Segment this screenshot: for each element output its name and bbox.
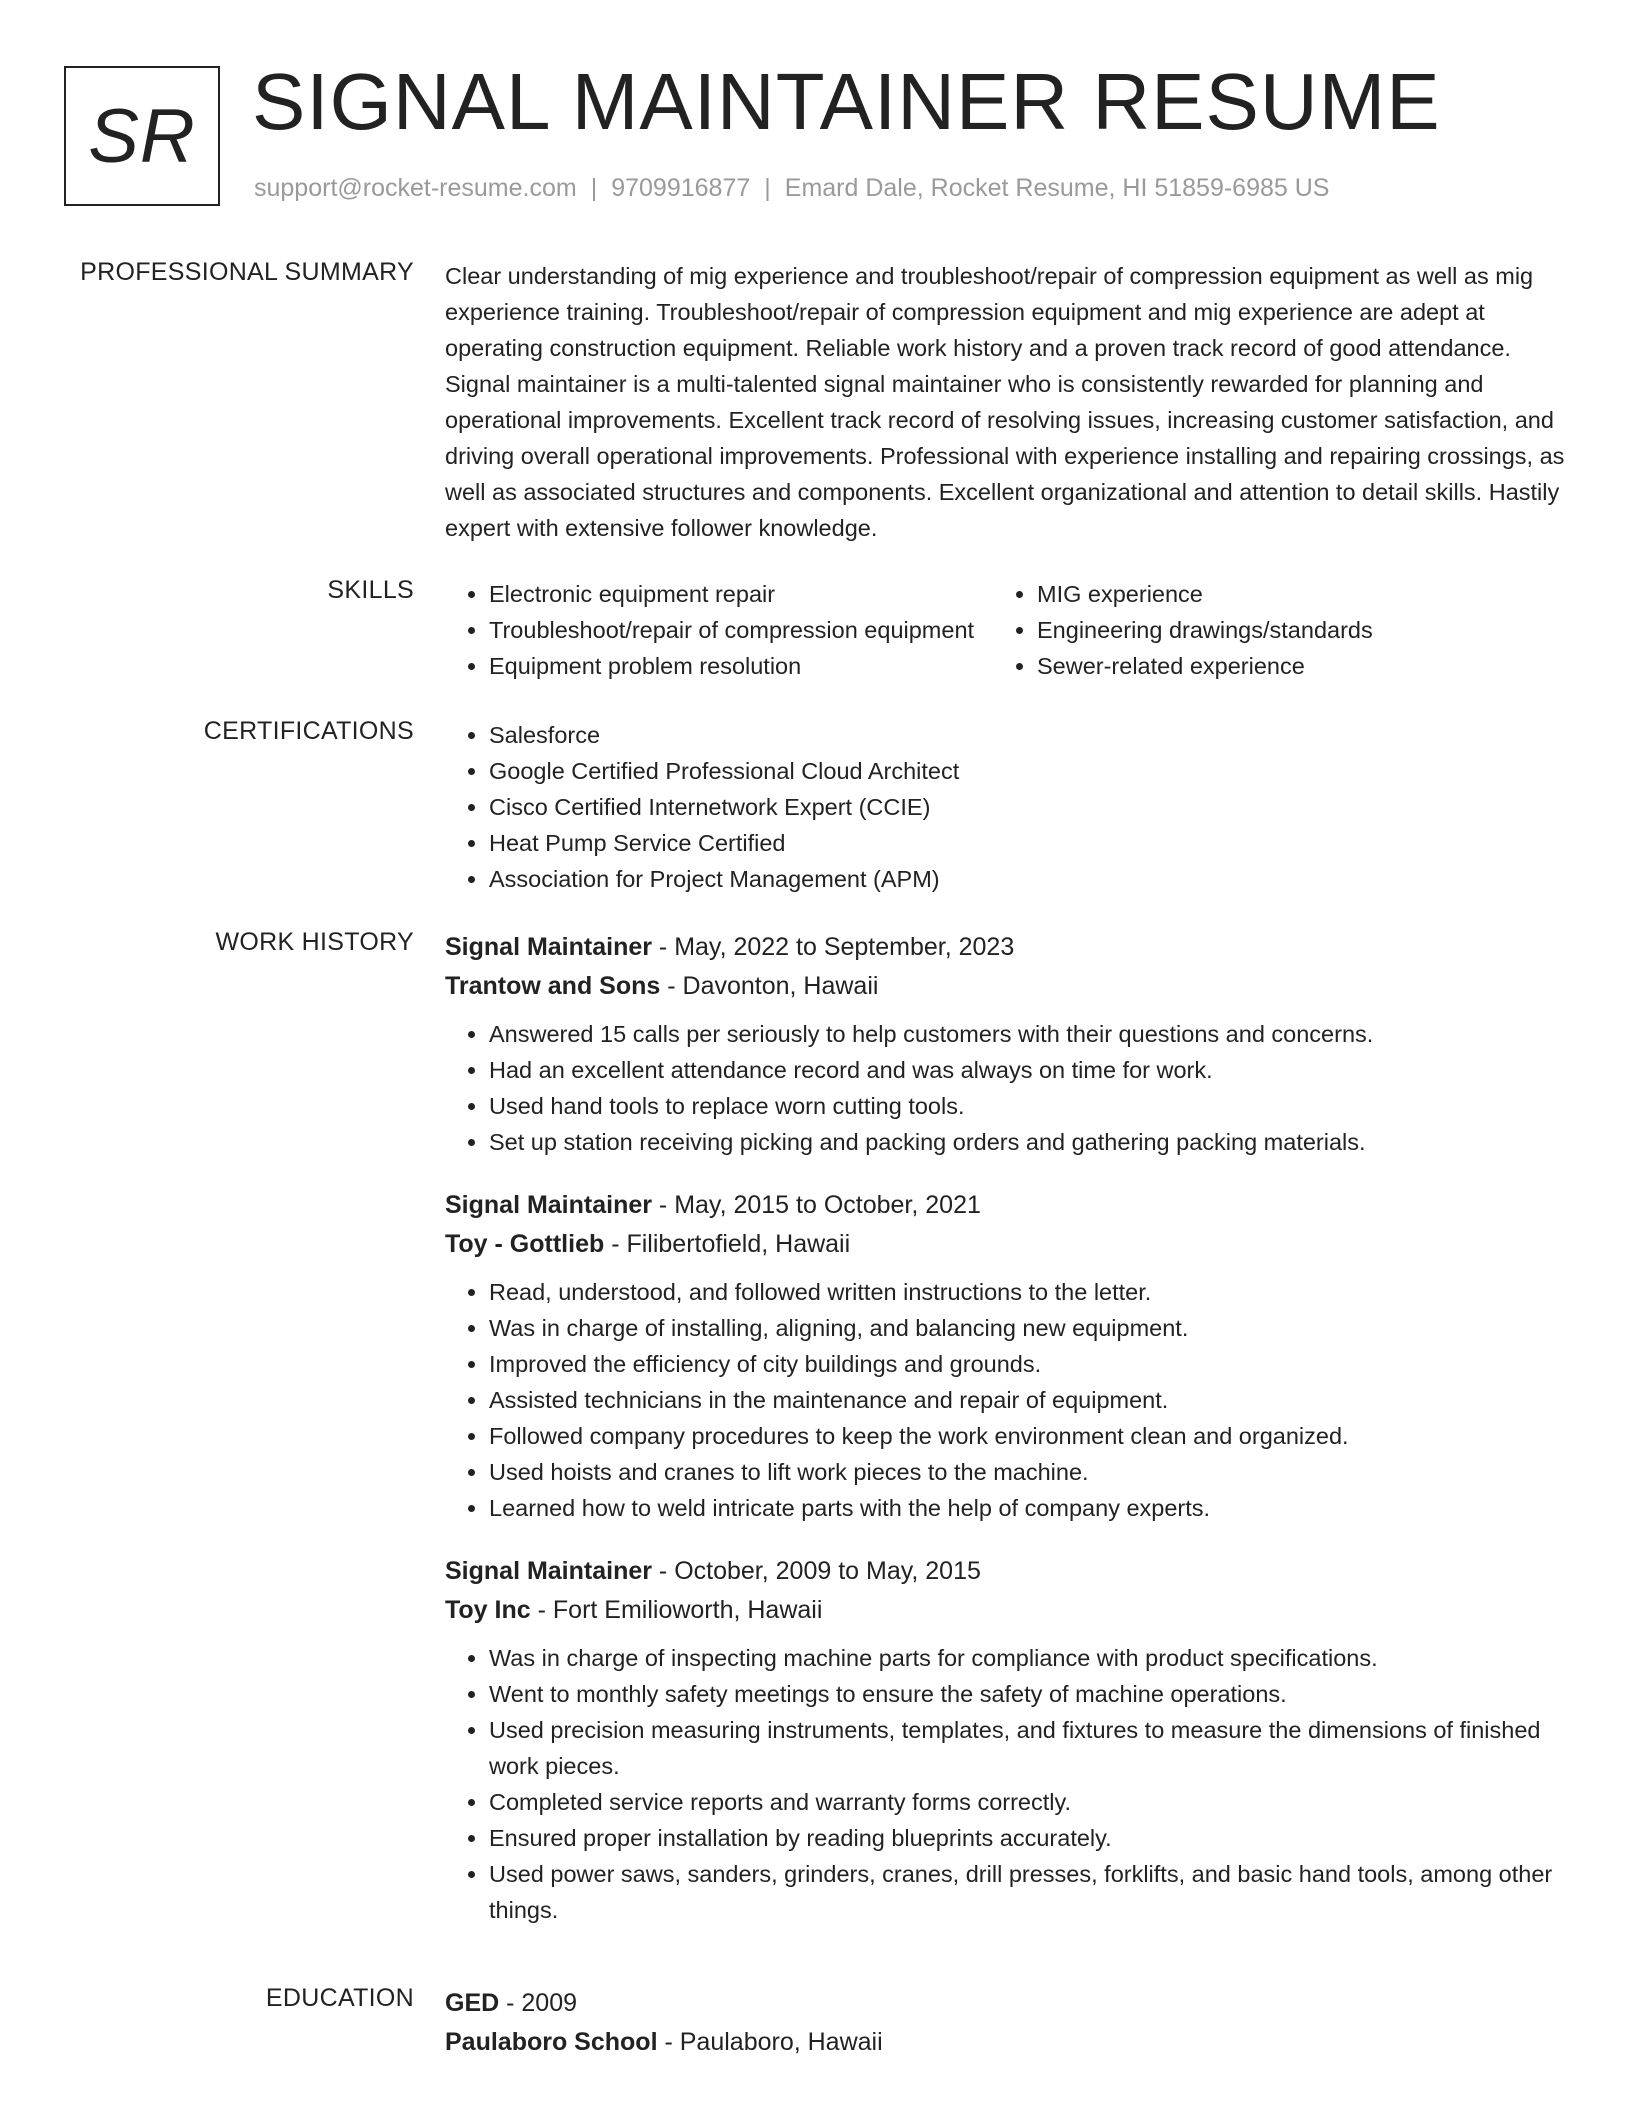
- skill-item: • MIG experience: [1037, 576, 1541, 612]
- skills-grid: [445, 576, 1565, 684]
- job-title: Signal Maintainer: [445, 1557, 652, 1585]
- job-bullet: • Set up station receiving picking and packing orders and gathering packing materials.: [489, 1124, 1565, 1160]
- job-title: Signal Maintainer: [445, 1191, 652, 1219]
- job-bullet: • Followed company procedures to keep the work environment clean and organized.: [489, 1418, 1565, 1454]
- job-bullet: • Used hand tools to replace worn cutting tools.: [489, 1088, 1565, 1124]
- job-location: - Davonton, Hawaii: [660, 972, 879, 1000]
- job-company-line: [445, 1225, 1565, 1264]
- contact-separator: |: [590, 174, 598, 202]
- education-year: - 2009: [499, 1989, 578, 2017]
- job-bullet: • Was in charge of installing, aligning, and balancing new equipment.: [489, 1310, 1565, 1346]
- certifications-content: [445, 717, 1565, 897]
- education-heading: EDUCATION: [265, 1984, 414, 2012]
- education-degree-line: [445, 1984, 1565, 2023]
- work-history-content: [445, 928, 1565, 1954]
- job-location: - Filibertofield, Hawaii: [604, 1230, 851, 1258]
- contact-email[interactable]: support@rocket-resume.com: [254, 174, 577, 202]
- job-company: Toy Inc: [445, 1596, 531, 1624]
- summary-content: [445, 258, 1565, 546]
- job-bullet: • Went to monthly safety meetings to ensure the safety of machine operations.: [489, 1676, 1565, 1712]
- skills-column-left: [445, 576, 993, 684]
- job-location: - Fort Emilioworth, Hawaii: [530, 1596, 823, 1624]
- job-title-line: [445, 1186, 1565, 1225]
- job-bullet: • Used precision measuring instruments, templates, and fixtures to measure the dimensions of finished work pieces.: [489, 1712, 1565, 1784]
- page-title: SIGNAL MAINTAINER RESUME: [252, 57, 1441, 146]
- job-company-line: [445, 967, 1565, 1006]
- job-title-line: [445, 1552, 1565, 1591]
- job-entry: [445, 928, 1565, 1160]
- job-bullet: • Used power saws, sanders, grinders, cranes, drill presses, forklifts, and basic hand tools, among other things.: [489, 1856, 1565, 1928]
- job-dates: - May, 2015 to October, 2021: [651, 1191, 981, 1219]
- certification-item: • Salesforce: [489, 717, 1565, 753]
- job-bullet: • Improved the efficiency of city buildings and grounds.: [489, 1346, 1565, 1382]
- certification-item: • Cisco Certified Internetwork Expert (CCIE): [489, 789, 1565, 825]
- job-title-line: [445, 928, 1565, 967]
- education-school-line: [445, 2023, 1565, 2062]
- contact-phone[interactable]: 9709916877: [611, 174, 751, 202]
- education-location: - Paulaboro, Hawaii: [657, 2028, 883, 2056]
- job-bullet: • Learned how to weld intricate parts with the help of company experts.: [489, 1490, 1565, 1526]
- skill-item: • Engineering drawings/standards: [1037, 612, 1541, 648]
- job-bullet: • Answered 15 calls per seriously to help customers with their questions and concerns.: [489, 1016, 1565, 1052]
- summary-text: Clear understanding of mig experience and troubleshoot/repair of compression equipment as well as mig experience training. Troubleshoot/repair of compression equipment and mig experience are adept at operating construction equipment. Reliable work history and a proven track record of good attendance. Signal maintainer is a multi-talented signal maintainer who is consistently rewarded for planning and operational improvements. Excellent track record of resolving issues, increasing customer satisfaction, and driving overall operational improvements. Professional with experience installing and repairing crossings, as well as associated structures and components. Excellent organizational and attention to detail skills. Hastily expert with extensive follower knowledge.: [445, 263, 1565, 541]
- contact-separator: |: [764, 174, 771, 202]
- job-company-line: [445, 1591, 1565, 1630]
- education-school: Paulaboro School: [445, 2028, 658, 2056]
- monogram-logo: SR: [64, 66, 220, 206]
- job-title: Signal Maintainer: [445, 933, 652, 961]
- skill-item: • Electronic equipment repair: [489, 576, 993, 612]
- certification-item: • Association for Project Management (APM): [489, 861, 1565, 897]
- job-company: Trantow and Sons: [445, 972, 661, 1000]
- work-history-heading: WORK HISTORY: [215, 928, 414, 956]
- skills-content: [445, 576, 1565, 684]
- education-content: [445, 1984, 1565, 2062]
- job-dates: - May, 2022 to September, 2023: [651, 933, 1015, 961]
- skills-column-right: [993, 576, 1541, 684]
- skill-item: • Troubleshoot/repair of compression equipment: [489, 612, 993, 648]
- contact-line: [254, 174, 1329, 203]
- job-bullet: • Read, understood, and followed written instructions to the letter.: [489, 1274, 1565, 1310]
- job-bullet: • Assisted technicians in the maintenance and repair of equipment.: [489, 1382, 1565, 1418]
- job-entry: [445, 1186, 1565, 1526]
- job-dates: - October, 2009 to May, 2015: [651, 1557, 981, 1585]
- job-bullet: • Was in charge of inspecting machine parts for compliance with product specifications.: [489, 1640, 1565, 1676]
- job-company: Toy - Gottlieb: [445, 1230, 605, 1258]
- certification-item: • Heat Pump Service Certified: [489, 825, 1565, 861]
- skill-item: • Sewer-related experience: [1037, 648, 1541, 684]
- job-bullet: • Used hoists and cranes to lift work pieces to the machine.: [489, 1454, 1565, 1490]
- job-bullet: • Completed service reports and warranty forms correctly.: [489, 1784, 1565, 1820]
- job-bullet: • Had an excellent attendance record and was always on time for work.: [489, 1052, 1565, 1088]
- certifications-heading: CERTIFICATIONS: [203, 717, 414, 745]
- education-degree: GED: [445, 1989, 500, 2017]
- summary-heading: PROFESSIONAL SUMMARY: [80, 258, 414, 286]
- certification-item: • Google Certified Professional Cloud Architect: [489, 753, 1565, 789]
- skill-item: • Equipment problem resolution: [489, 648, 993, 684]
- job-entry: [445, 1552, 1565, 1928]
- contact-address: Emard Dale, Rocket Resume, HI 51859-6985 US: [784, 174, 1330, 202]
- job-bullet: • Ensured proper installation by reading blueprints accurately.: [489, 1820, 1565, 1856]
- skills-heading: SKILLS: [327, 576, 414, 604]
